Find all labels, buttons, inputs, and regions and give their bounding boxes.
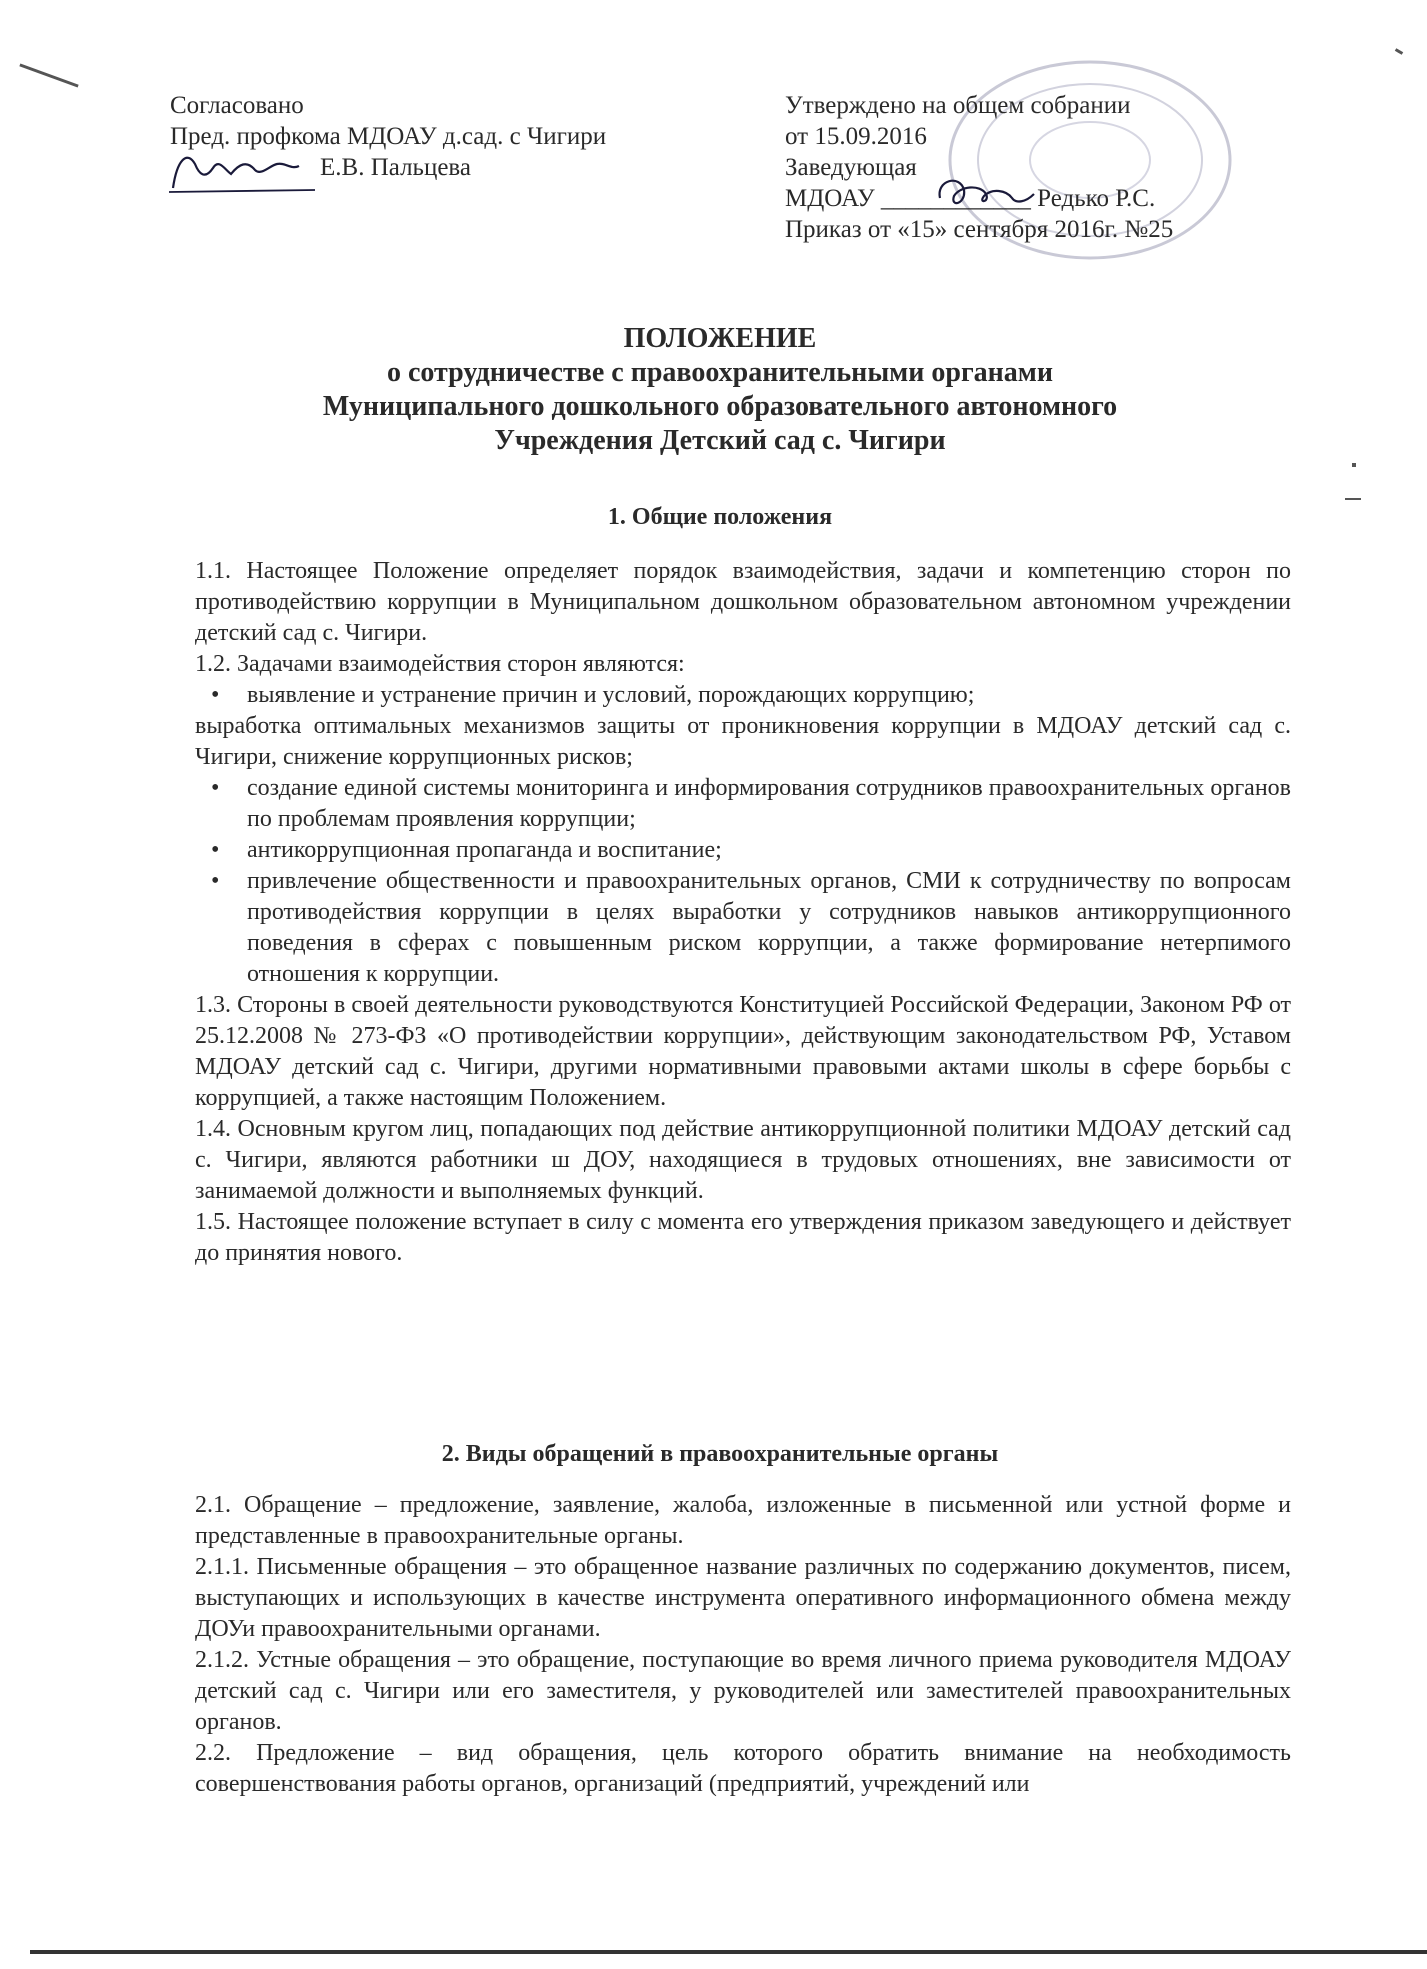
document-title [150,322,1290,458]
scan-artifact-dot [1395,48,1403,55]
bullet-item: • создание единой системы мониторинга и информирования сотрудников правоохранительных органов по проблемам проявления коррупции; [195,773,1291,835]
signature-left [165,140,325,200]
paragraph: 1.4. Основным кругом лиц, попадающих под действие антикоррупционной политики МДОАУ детский сад с. Чигири, являются работники ш ДОУ, находящиеся в трудовых отношениях, вне зависимости от занимаемой должности и выполняемых функций. [195,1116,1291,1204]
paragraph: 1.5. Настоящее положение вступает в силу с момента его утверждения приказом заведующего и действует до принятия нового. [195,1209,1291,1266]
head-name-line: МДОАУ ____________ Редько Р.С. [785,185,1156,212]
scan-bottom-edge [30,1950,1427,1954]
scan-artifact-dot [1345,498,1361,500]
title-line: ПОЛОЖЕНИЕ [623,323,817,354]
approval-date: от 15.09.2016 [785,123,927,150]
signature-right [930,168,1050,228]
bullet-item: • привлечение общественности и правоохранительных органов, СМИ к сотрудничеству по вопросам противодействия коррупции в целях выработки у сотрудников навыков антикоррупционного поведения в сферах с повышенным риском коррупции, а также формирование нетерпимого отношения к коррупции. [195,866,1291,990]
section-1-heading: 1. Общие положения [607,504,833,530]
scan-artifact-line [19,63,78,87]
agreed-label: Согласовано [170,92,304,119]
scan-artifact-dot [1352,463,1356,467]
union-chair-name: Е.В. Пальцева [320,154,471,181]
title-line: о сотрудничестве с правоохранительными органами [386,357,1054,388]
paragraph: 2.2. Предложение – вид обращения, цель которого обратить внимание на необходимость совершенствования работы органов, организаций (предприятий, учреждений или [195,1740,1291,1797]
title-line: Учреждения Детский сад с. Чигири [494,425,946,456]
paragraph: 1.2. Задачами взаимодействия сторон являются: [195,651,685,677]
head-title: Заведующая [785,154,917,181]
paragraph: 2.1. Обращение – предложение, заявление, жалоба, изложенные в письменной или устной форме и представленные в правоохранительные органы. [195,1492,1291,1549]
order-line: Приказ от «15» сентября 2016г. №25 [785,216,1174,243]
approved-label: Утверждено на общем собрании [785,92,1131,119]
title-line: Муниципального дошкольного образовательного автономного [322,391,1118,422]
paragraph: 2.1.1. Письменные обращения – это обращенное название различных по содержанию документов, писем, выступающих и использующих в качестве инструмента оперативного информационного обмена между ДОУи правоохранительными органами. [195,1554,1291,1642]
section-2-heading: 2. Виды обращений в правоохранительные органы [441,1441,999,1467]
section-2-body [195,1490,1291,1800]
bullet-item: • антикоррупционная пропаганда и воспитание; [195,835,1291,866]
paragraph: 1.3. Стороны в своей деятельности руководствуются Конституцией Российской Федерации, Законом РФ от 25.12.2008 № 273-ФЗ «О противодействии коррупции», действующим законодательством РФ, Уставом МДОАУ детский сад с. Чигири, другими нормативными правовыми актами школы в сфере борьбы с коррупцией, а также настоящим Положением. [195,992,1291,1111]
paragraph: 1.1. Настоящее Положение определяет порядок взаимодействия, задачи и компетенцию сторон по противодействию коррупции в Муниципальном дошкольном образовательном автономном учреждении детский сад с. Чигири. [195,558,1291,646]
section-1-body [195,556,1291,1269]
paragraph: выработка оптимальных механизмов защиты от проникновения коррупции в МДОАУ детский сад с. Чигири, снижение коррупционных рисков; [195,713,1291,770]
bullet-item: • выявление и устранение причин и условий, порождающих коррупцию; [195,680,1291,711]
union-chair-label: Пред. профкома МДОАУ д.сад. с Чигири [170,123,607,150]
paragraph: 2.1.2. Устные обращения – это обращение, поступающие во время личного приема руководителя МДОАУ детский сад с. Чигири или его заместителя, у руководителей или заместителей правоохранительных органов. [195,1647,1291,1735]
